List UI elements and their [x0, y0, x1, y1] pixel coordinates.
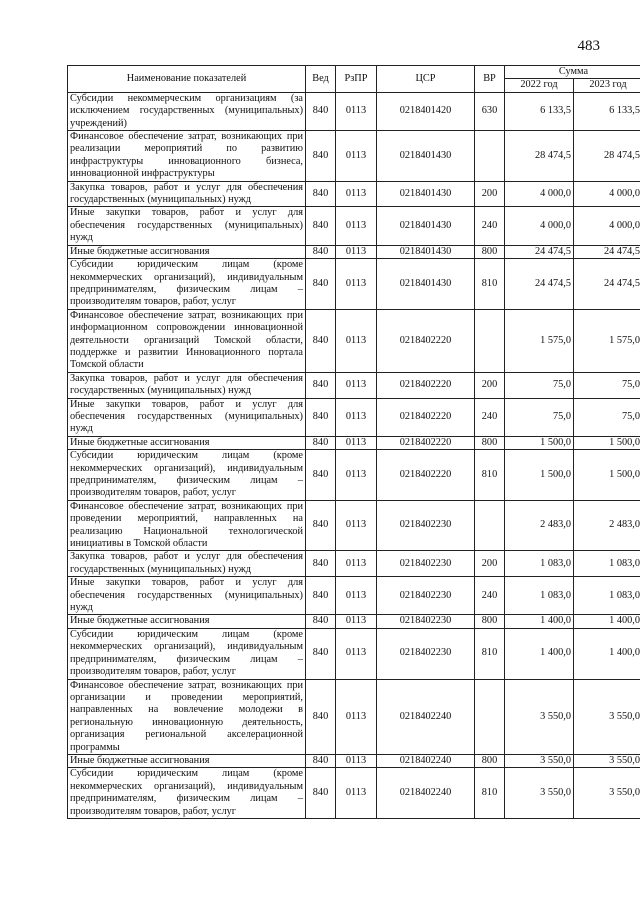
row-sum-2022: 24 474,5 — [505, 259, 574, 310]
row-ved: 840 — [306, 577, 336, 615]
row-rzpr: 0113 — [336, 450, 377, 501]
header-row-top — [68, 66, 640, 79]
row-sum-2022: 3 550,0 — [505, 768, 574, 819]
row-rzpr: 0113 — [336, 754, 377, 767]
row-vr — [475, 309, 505, 372]
row-rzpr: 0113 — [336, 131, 377, 182]
row-name: Субсидии юридическим лицам (кроме некоммерческих организаций), индивидуальным предпринимателям, физическим лицам – производителям товаров, работ, услуг — [68, 768, 306, 819]
row-sum-2022: 3 550,0 — [505, 754, 574, 767]
row-sum-2023: 4 000,0 — [574, 181, 640, 207]
row-sum-2022: 1 400,0 — [505, 628, 574, 679]
row-sum-2023: 24 474,5 — [574, 259, 640, 310]
row-ved: 840 — [306, 181, 336, 207]
row-name: Финансовое обеспечение затрат, возникающих при информационном сопровождении инновационной деятельности организаций Томской области, поддержке и развитии Инновационного портала Томской области — [68, 309, 306, 372]
row-ved: 840 — [306, 551, 336, 577]
row-ved: 840 — [306, 500, 336, 551]
table-row — [68, 131, 640, 182]
table-row — [68, 628, 640, 679]
table-row — [68, 768, 640, 819]
table-row — [68, 577, 640, 615]
row-ved: 840 — [306, 628, 336, 679]
table-row — [68, 259, 640, 310]
row-vr: 800 — [475, 436, 505, 449]
row-sum-2023: 1 500,0 — [574, 436, 640, 449]
row-sum-2023: 3 550,0 — [574, 754, 640, 767]
row-sum-2023: 1 500,0 — [574, 450, 640, 501]
row-name: Иные закупки товаров, работ и услуг для обеспечения государственных (муниципальных) нужд — [68, 207, 306, 245]
table-row — [68, 207, 640, 245]
table-row — [68, 309, 640, 372]
row-sum-2022: 1 083,0 — [505, 551, 574, 577]
row-csr: 0218402240 — [377, 679, 475, 754]
row-sum-2023: 1 400,0 — [574, 628, 640, 679]
header-rzpr: РзПР — [336, 66, 377, 93]
row-vr: 810 — [475, 628, 505, 679]
table-row — [68, 92, 640, 130]
table-row — [68, 551, 640, 577]
row-ved: 840 — [306, 436, 336, 449]
row-sum-2023: 1 083,0 — [574, 551, 640, 577]
table-body — [68, 92, 640, 818]
row-vr: 800 — [475, 245, 505, 258]
row-csr: 0218402230 — [377, 551, 475, 577]
row-sum-2022: 6 133,5 — [505, 92, 574, 130]
row-sum-2023: 1 575,0 — [574, 309, 640, 372]
row-sum-2022: 4 000,0 — [505, 207, 574, 245]
row-name: Иные бюджетные ассигнования — [68, 436, 306, 449]
row-sum-2022: 4 000,0 — [505, 181, 574, 207]
row-sum-2022: 24 474,5 — [505, 245, 574, 258]
row-csr: 0218402230 — [377, 577, 475, 615]
table-row — [68, 398, 640, 436]
row-rzpr: 0113 — [336, 551, 377, 577]
row-csr: 0218402230 — [377, 500, 475, 551]
row-sum-2023: 24 474,5 — [574, 245, 640, 258]
row-rzpr: 0113 — [336, 628, 377, 679]
row-csr: 0218402220 — [377, 450, 475, 501]
table-row — [68, 450, 640, 501]
row-ved: 840 — [306, 207, 336, 245]
row-sum-2023: 3 550,0 — [574, 768, 640, 819]
row-sum-2023: 1 400,0 — [574, 615, 640, 628]
header-name: Наименование показателей — [68, 66, 306, 93]
row-name: Иные бюджетные ассигнования — [68, 245, 306, 258]
row-vr: 630 — [475, 92, 505, 130]
row-rzpr: 0113 — [336, 615, 377, 628]
row-rzpr: 0113 — [336, 207, 377, 245]
row-csr: 0218401430 — [377, 131, 475, 182]
row-vr — [475, 500, 505, 551]
row-vr: 800 — [475, 754, 505, 767]
row-vr: 810 — [475, 450, 505, 501]
row-csr: 0218401420 — [377, 92, 475, 130]
row-name: Закупка товаров, работ и услуг для обеспечения государственных (муниципальных) нужд — [68, 551, 306, 577]
header-csr: ЦСР — [377, 66, 475, 93]
row-sum-2022: 1 500,0 — [505, 450, 574, 501]
row-name: Субсидии юридическим лицам (кроме некоммерческих организаций), индивидуальным предпринимателям, физическим лицам – производителям товаров, работ, услуг — [68, 628, 306, 679]
row-sum-2022: 75,0 — [505, 398, 574, 436]
row-rzpr: 0113 — [336, 500, 377, 551]
row-sum-2023: 4 000,0 — [574, 207, 640, 245]
row-name: Иные закупки товаров, работ и услуг для обеспечения государственных (муниципальных) нужд — [68, 577, 306, 615]
row-csr: 0218402220 — [377, 436, 475, 449]
row-vr: 810 — [475, 259, 505, 310]
row-name: Иные бюджетные ассигнования — [68, 615, 306, 628]
row-csr: 0218401430 — [377, 245, 475, 258]
header-sum: Сумма — [505, 66, 640, 79]
budget-table — [67, 65, 640, 819]
row-name: Субсидии юридическим лицам (кроме некоммерческих организаций), индивидуальным предпринимателям, физическим лицам – производителям товаров, работ, услуг — [68, 450, 306, 501]
row-vr — [475, 679, 505, 754]
row-rzpr: 0113 — [336, 372, 377, 398]
row-csr: 0218402220 — [377, 398, 475, 436]
row-csr: 0218402220 — [377, 309, 475, 372]
row-name: Финансовое обеспечение затрат, возникающих при реализации мероприятий по развитию инфраструктуры инновационного бизнеса, инновационной инфраструктуры — [68, 131, 306, 182]
row-csr: 0218402240 — [377, 754, 475, 767]
row-rzpr: 0113 — [336, 92, 377, 130]
row-csr: 0218401430 — [377, 181, 475, 207]
row-ved: 840 — [306, 754, 336, 767]
row-rzpr: 0113 — [336, 245, 377, 258]
row-sum-2022: 1 083,0 — [505, 577, 574, 615]
row-ved: 840 — [306, 372, 336, 398]
row-rzpr: 0113 — [336, 181, 377, 207]
header-vr: ВР — [475, 66, 505, 93]
row-vr — [475, 131, 505, 182]
table-row — [68, 245, 640, 258]
table-row — [68, 500, 640, 551]
row-name: Субсидии некоммерческим организациям (за исключением государственных (муниципальных) учреждений) — [68, 92, 306, 130]
row-sum-2022: 1 400,0 — [505, 615, 574, 628]
row-rzpr: 0113 — [336, 398, 377, 436]
row-sum-2023: 1 083,0 — [574, 577, 640, 615]
row-csr: 0218402220 — [377, 372, 475, 398]
row-vr: 200 — [475, 551, 505, 577]
row-vr: 800 — [475, 615, 505, 628]
row-ved: 840 — [306, 245, 336, 258]
row-csr: 0218401430 — [377, 207, 475, 245]
row-ved: 840 — [306, 309, 336, 372]
table-row — [68, 615, 640, 628]
row-name: Закупка товаров, работ и услуг для обеспечения государственных (муниципальных) нужд — [68, 372, 306, 398]
row-sum-2023: 75,0 — [574, 398, 640, 436]
row-sum-2022: 2 483,0 — [505, 500, 574, 551]
row-csr: 0218401430 — [377, 259, 475, 310]
table-row — [68, 181, 640, 207]
row-sum-2023: 2 483,0 — [574, 500, 640, 551]
row-sum-2022: 75,0 — [505, 372, 574, 398]
row-rzpr: 0113 — [336, 679, 377, 754]
row-rzpr: 0113 — [336, 259, 377, 310]
page-number: 483 — [577, 38, 600, 54]
row-ved: 840 — [306, 131, 336, 182]
row-sum-2023: 28 474,5 — [574, 131, 640, 182]
row-vr: 240 — [475, 207, 505, 245]
table-row — [68, 679, 640, 754]
row-vr: 810 — [475, 768, 505, 819]
row-ved: 840 — [306, 259, 336, 310]
row-sum-2022: 1 575,0 — [505, 309, 574, 372]
row-name: Иные закупки товаров, работ и услуг для обеспечения государственных (муниципальных) нужд — [68, 398, 306, 436]
row-ved: 840 — [306, 768, 336, 819]
row-csr: 0218402240 — [377, 768, 475, 819]
row-sum-2022: 1 500,0 — [505, 436, 574, 449]
row-sum-2023: 6 133,5 — [574, 92, 640, 130]
row-ved: 840 — [306, 398, 336, 436]
row-csr: 0218402230 — [377, 615, 475, 628]
row-rzpr: 0113 — [336, 577, 377, 615]
table-row — [68, 436, 640, 449]
row-vr: 200 — [475, 372, 505, 398]
row-rzpr: 0113 — [336, 309, 377, 372]
row-ved: 840 — [306, 92, 336, 130]
row-name: Финансовое обеспечение затрат, возникающих при организации и проведении мероприятий, направленных на вовлечение молодежи в региональную инновационную деятельность, организация региональной акселерационной программы — [68, 679, 306, 754]
row-rzpr: 0113 — [336, 768, 377, 819]
row-vr: 200 — [475, 181, 505, 207]
row-sum-2023: 75,0 — [574, 372, 640, 398]
row-rzpr: 0113 — [336, 436, 377, 449]
row-ved: 840 — [306, 679, 336, 754]
row-vr: 240 — [475, 398, 505, 436]
row-sum-2023: 3 550,0 — [574, 679, 640, 754]
header-year-2023: 2023 год — [574, 79, 640, 92]
row-ved: 840 — [306, 615, 336, 628]
table-row — [68, 754, 640, 767]
row-name: Закупка товаров, работ и услуг для обеспечения государственных (муниципальных) нужд — [68, 181, 306, 207]
row-name: Финансовое обеспечение затрат, возникающих при проведении мероприятий, направленных на реализацию Национальной технологической инициативы в Томской области — [68, 500, 306, 551]
row-sum-2022: 3 550,0 — [505, 679, 574, 754]
row-ved: 840 — [306, 450, 336, 501]
header-year-2022: 2022 год — [505, 79, 574, 92]
header-ved: Вед — [306, 66, 336, 93]
table-row — [68, 372, 640, 398]
row-name: Субсидии юридическим лицам (кроме некоммерческих организаций), индивидуальным предпринимателям, физическим лицам – производителям товаров, работ, услуг — [68, 259, 306, 310]
row-csr: 0218402230 — [377, 628, 475, 679]
row-name: Иные бюджетные ассигнования — [68, 754, 306, 767]
row-sum-2022: 28 474,5 — [505, 131, 574, 182]
row-vr: 240 — [475, 577, 505, 615]
